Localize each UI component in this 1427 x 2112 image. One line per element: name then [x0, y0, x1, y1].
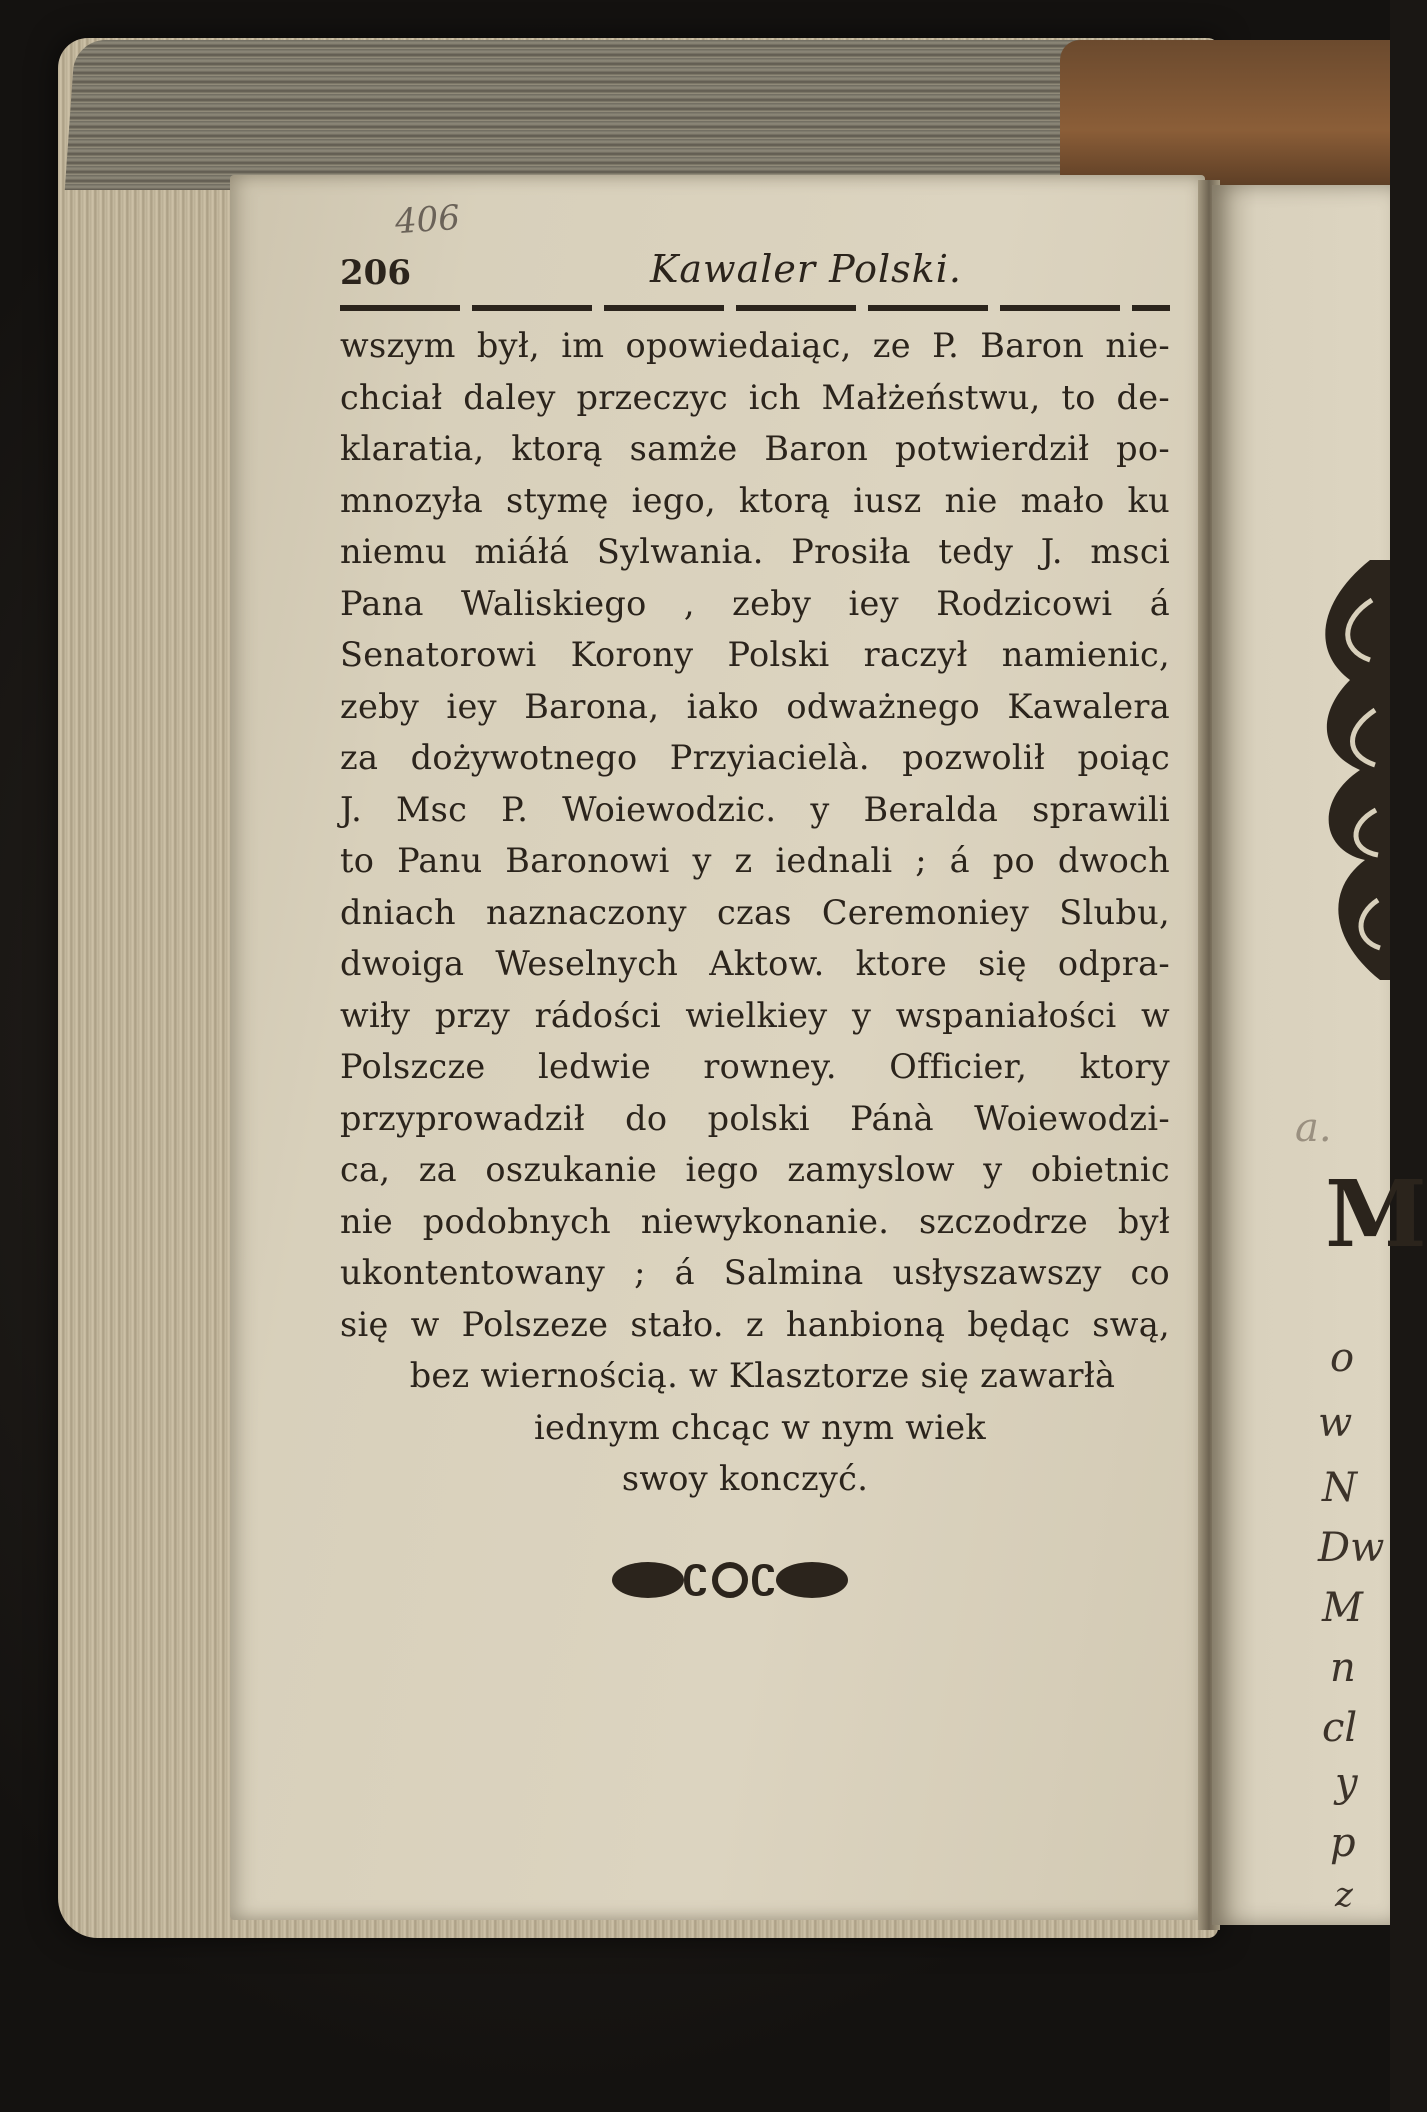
text-line: nie podobnych niewykonanie. szczodrze był — [340, 1201, 1170, 1241]
handwritten-page-number: 406 — [393, 197, 462, 243]
text-line: niemu miáłá Sylwania. Prosiła tedy J. msci — [340, 532, 1170, 571]
handwriting-fragment: z — [1335, 1875, 1353, 1915]
handwriting-fragment: a. — [1295, 1105, 1332, 1151]
text-line: klaratia, ktorą samże Baron potwierdził po- — [340, 429, 1170, 468]
text-line: Polszcze ledwie rowney. Officier, ktory — [340, 1047, 1170, 1086]
book-cover — [1060, 40, 1390, 190]
running-title: Kawaler Polski. — [650, 247, 962, 291]
text-line: Senatorowi Korony Polski raczył namienic, — [340, 635, 1170, 674]
text-line: się w Polszeze stało. z hanbioną będąc swą, — [340, 1304, 1170, 1344]
text-line-tail: iednym chcąc w nym wiek — [533, 1407, 987, 1447]
handwriting-fragment: w — [1318, 1400, 1353, 1446]
text-line: dwoiga Weselnych Aktow. ktore się odpra- — [340, 944, 1170, 983]
running-head — [340, 225, 1170, 293]
page-top-edge — [65, 40, 1205, 190]
text-line: ukontentowany ; á Salmina usłyszawszy co — [340, 1253, 1170, 1292]
text-line: ca, za oszukanie iego zamyslow y obietnic — [340, 1150, 1170, 1189]
text-line: Pana Waliskiego , zeby iey Rodzicowi á — [340, 583, 1170, 623]
handwriting-fragment: cl — [1322, 1705, 1358, 1751]
handwriting-fragment: n — [1330, 1645, 1356, 1691]
text-line: wszym był, im opowiedaiąc, ze P. Baron nie- — [340, 326, 1170, 365]
text-line: wiły przy rádości wielkiey y wspaniałości w — [340, 995, 1170, 1035]
text-line: mnozyła stymę iego, ktorą iusz nie mało ku — [340, 480, 1170, 520]
text-line-tail: bez wiernością. w Klasztorze się zawarłà — [409, 1356, 1116, 1395]
text-line: za dożywotnego Przyiacielà. pozwolił poiąc — [340, 738, 1170, 777]
tailpiece-ornament-icon — [610, 1550, 850, 1610]
text-line: J. Msc P. Woiewodzic. y Beralda sprawili — [340, 789, 1170, 829]
text-line: zeby iey Barona, iako odważnego Kawalera — [340, 686, 1170, 726]
handwriting-fragment: M — [1322, 1585, 1363, 1631]
page-number: 206 — [340, 253, 411, 293]
text-line: chciał daley przeczyc ich Małżeństwu, to de- — [340, 377, 1170, 417]
text-line: to Panu Baronowi y z iednali ; á po dwoch — [340, 841, 1170, 880]
text-line: przyprowadził do polski Pánà Woiewodzi- — [340, 1098, 1170, 1138]
header-rule — [340, 305, 1170, 311]
woodcut-ornament-icon — [1310, 560, 1390, 980]
body-text — [340, 320, 1170, 1505]
handwriting-fragment: p — [1330, 1820, 1356, 1866]
right-page — [1212, 185, 1390, 1925]
handwriting-fragment: o — [1330, 1335, 1355, 1381]
right-page-initial: M — [1325, 1160, 1427, 1268]
text-line-tail: swoy konczyć. — [621, 1459, 869, 1498]
text-block — [340, 225, 1170, 1498]
handwriting-fragment: N — [1322, 1465, 1357, 1511]
handwriting-fragment: Dw — [1318, 1525, 1385, 1571]
handwriting-fragment: y — [1335, 1760, 1358, 1806]
text-line: dniach naznaczony czas Ceremoniey Slubu, — [340, 892, 1170, 932]
